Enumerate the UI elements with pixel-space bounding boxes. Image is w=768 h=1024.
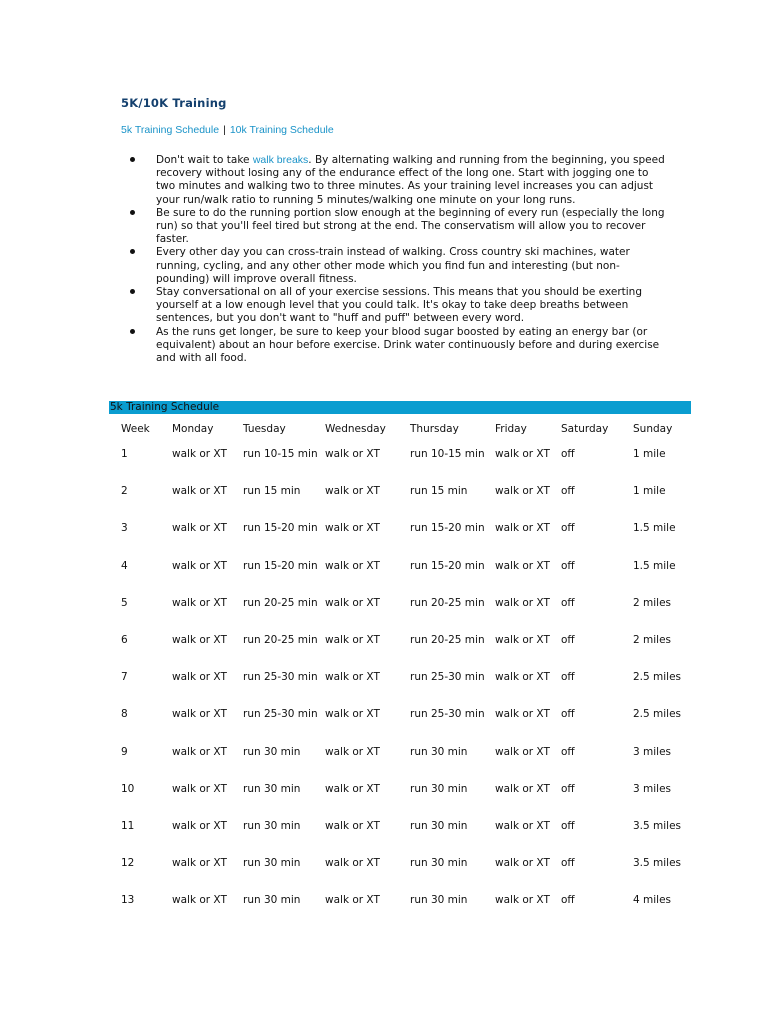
sunday-cell: 2 miles	[633, 633, 672, 646]
tip-item	[130, 207, 670, 247]
wednesday-cell: walk or XT	[325, 819, 380, 832]
walk-breaks-link[interactable]: walk breaks	[252, 154, 309, 166]
week-cell: 5	[121, 596, 128, 609]
tuesday-cell: run 20-25 min	[243, 633, 318, 646]
link-5k-schedule[interactable]: 5k Training Schedule	[121, 124, 220, 136]
column-header: Wednesday	[325, 423, 386, 435]
thursday-cell: run 30 min	[410, 894, 468, 907]
saturday-cell: off	[561, 448, 575, 460]
friday-cell: walk or XT	[495, 596, 550, 609]
saturday-cell: off	[561, 671, 575, 684]
week-cell: 13	[121, 894, 135, 907]
week-cell: 3	[121, 522, 128, 535]
table-row	[115, 447, 693, 484]
friday-cell: walk or XT	[495, 448, 550, 460]
saturday-cell: off	[561, 745, 575, 758]
monday-cell: walk or XT	[172, 448, 227, 460]
bullet-icon	[130, 329, 135, 334]
tuesday-cell: run 30 min	[243, 819, 301, 832]
tuesday-cell: run 25-30 min	[243, 708, 318, 721]
page-title: 5K/10K Training	[121, 96, 227, 110]
table-row	[115, 559, 693, 596]
link-separator: |	[223, 124, 226, 136]
bullet-icon	[130, 210, 135, 215]
week-cell: 11	[121, 819, 135, 832]
sunday-cell: 2 miles	[633, 596, 672, 609]
tuesday-cell: run 10-15 min	[243, 448, 318, 460]
tuesday-cell: run 20-25 min	[243, 596, 318, 609]
column-header: Tuesday	[243, 423, 286, 435]
week-cell: 10	[121, 782, 135, 795]
sunday-cell: 1.5 mile	[633, 559, 676, 572]
sunday-cell: 2.5 miles	[633, 708, 682, 721]
tuesday-cell: run 30 min	[243, 894, 301, 907]
saturday-cell: off	[561, 559, 575, 572]
tuesday-cell: run 30 min	[243, 782, 301, 795]
table-row	[115, 596, 693, 633]
friday-cell: walk or XT	[495, 708, 550, 721]
table-row	[115, 745, 693, 782]
tuesday-cell: run 15-20 min	[243, 559, 318, 572]
monday-cell: walk or XT	[172, 857, 227, 870]
column-header: Sunday	[633, 423, 673, 435]
monday-cell: walk or XT	[172, 559, 227, 572]
week-cell: 1	[121, 448, 128, 460]
friday-cell: walk or XT	[495, 671, 550, 684]
sunday-cell: 1.5 mile	[633, 522, 676, 535]
wednesday-cell: walk or XT	[325, 485, 380, 498]
bullet-icon	[130, 157, 135, 162]
saturday-cell: off	[561, 782, 575, 795]
column-header: Saturday	[561, 423, 609, 435]
sunday-cell: 3.5 miles	[633, 819, 682, 832]
week-cell: 2	[121, 485, 128, 498]
wednesday-cell: walk or XT	[325, 522, 380, 535]
table-row	[115, 819, 693, 856]
friday-cell: walk or XT	[495, 559, 550, 572]
link-10k-schedule[interactable]: 10k Training Schedule	[229, 124, 334, 136]
monday-cell: walk or XT	[172, 633, 227, 646]
tip-item	[130, 154, 670, 207]
table-row	[115, 707, 693, 744]
tuesday-cell: run 30 min	[243, 745, 301, 758]
schedule-heading-bar: 5k Training Schedule	[109, 401, 691, 414]
tip-text: Don't wait to take	[156, 154, 253, 166]
thursday-cell: run 15-20 min	[410, 522, 485, 535]
monday-cell: walk or XT	[172, 522, 227, 535]
sunday-cell: 2.5 miles	[633, 671, 682, 684]
wednesday-cell: walk or XT	[325, 671, 380, 684]
sunday-cell: 1 mile	[633, 448, 666, 460]
table-header-row	[115, 418, 693, 447]
bullet-icon	[130, 289, 135, 294]
tuesday-cell: run 30 min	[243, 857, 301, 870]
monday-cell: walk or XT	[172, 819, 227, 832]
wednesday-cell: walk or XT	[325, 596, 380, 609]
saturday-cell: off	[561, 894, 575, 907]
tuesday-cell: run 25-30 min	[243, 671, 318, 684]
thursday-cell: run 15-20 min	[410, 559, 485, 572]
table-row	[115, 521, 693, 558]
tip-text: Stay conversational on all of your exercise sessions. This means that you should be exerting yourself at a low enough level that you could talk. It's okay to take deep breaths between sentences, but you don't want to "huff and puff" between every word.	[156, 286, 642, 325]
thursday-cell: run 20-25 min	[410, 596, 485, 609]
column-header: Week	[121, 423, 150, 435]
training-tips-list	[130, 154, 670, 365]
friday-cell: walk or XT	[495, 894, 550, 907]
week-cell: 6	[121, 633, 128, 646]
column-header: Monday	[172, 423, 214, 435]
week-cell: 12	[121, 857, 135, 870]
friday-cell: walk or XT	[495, 782, 550, 795]
table-row	[115, 856, 693, 893]
friday-cell: walk or XT	[495, 857, 550, 870]
table-row	[115, 484, 693, 521]
sunday-cell: 3.5 miles	[633, 857, 682, 870]
thursday-cell: run 30 min	[410, 819, 468, 832]
saturday-cell: off	[561, 485, 575, 498]
thursday-cell: run 20-25 min	[410, 633, 485, 646]
sunday-cell: 4 miles	[633, 894, 672, 907]
sunday-cell: 3 miles	[633, 782, 672, 795]
table-body	[115, 447, 693, 930]
monday-cell: walk or XT	[172, 671, 227, 684]
tip-item	[130, 246, 670, 286]
friday-cell: walk or XT	[495, 633, 550, 646]
week-cell: 4	[121, 559, 128, 572]
thursday-cell: run 10-15 min	[410, 448, 485, 460]
schedule-links	[121, 124, 334, 136]
table-row	[115, 893, 693, 930]
tuesday-cell: run 15 min	[243, 485, 301, 498]
thursday-cell: run 15 min	[410, 485, 468, 498]
table-row	[115, 670, 693, 707]
monday-cell: walk or XT	[172, 745, 227, 758]
wednesday-cell: walk or XT	[325, 633, 380, 646]
tip-text: . By alternating walking and running from the beginning, you speed recovery without losing any of the endurance effect of the long one. Start with jogging one to two minutes and walking two to three minutes. As your training level increases you can adjust your run/walk ratio to running 5 minutes/walking one minute on your long runs.	[156, 154, 665, 206]
tuesday-cell: run 15-20 min	[243, 522, 318, 535]
saturday-cell: off	[561, 708, 575, 721]
friday-cell: walk or XT	[495, 522, 550, 535]
sunday-cell: 1 mile	[633, 485, 666, 498]
friday-cell: walk or XT	[495, 485, 550, 498]
friday-cell: walk or XT	[495, 745, 550, 758]
saturday-cell: off	[561, 819, 575, 832]
wednesday-cell: walk or XT	[325, 559, 380, 572]
monday-cell: walk or XT	[172, 596, 227, 609]
table-row	[115, 782, 693, 819]
thursday-cell: run 30 min	[410, 857, 468, 870]
wednesday-cell: walk or XT	[325, 857, 380, 870]
week-cell: 8	[121, 708, 128, 721]
wednesday-cell: walk or XT	[325, 894, 380, 907]
thursday-cell: run 30 min	[410, 782, 468, 795]
wednesday-cell: walk or XT	[325, 782, 380, 795]
tip-item	[130, 286, 670, 326]
table-row	[115, 633, 693, 670]
tip-item	[130, 326, 670, 366]
column-header: Friday	[495, 423, 527, 435]
monday-cell: walk or XT	[172, 894, 227, 907]
training-schedule-table	[115, 418, 693, 930]
saturday-cell: off	[561, 857, 575, 870]
thursday-cell: run 25-30 min	[410, 671, 485, 684]
monday-cell: walk or XT	[172, 708, 227, 721]
wednesday-cell: walk or XT	[325, 745, 380, 758]
bullet-icon	[130, 249, 135, 254]
tip-text: Be sure to do the running portion slow enough at the beginning of every run (especially the long run) so that you'll feel tired but strong at the end. The conservatism will allow you to recover faster.	[156, 206, 665, 246]
monday-cell: walk or XT	[172, 485, 227, 498]
week-cell: 7	[121, 671, 128, 684]
wednesday-cell: walk or XT	[325, 708, 380, 721]
tip-text: Every other day you can cross-train instead of walking. Cross country ski machines, water running, cycling, and any other other mode which you find fun and interesting (but non-pounding) will improve overall fitness.	[156, 246, 630, 285]
friday-cell: walk or XT	[495, 819, 550, 832]
week-cell: 9	[121, 745, 128, 758]
saturday-cell: off	[561, 633, 575, 646]
thursday-cell: run 25-30 min	[410, 708, 485, 721]
tip-text: As the runs get longer, be sure to keep your blood sugar boosted by eating an energy bar (or equivalent) about an hour before exercise. Drink water continuously before and during exercise and with all food.	[156, 325, 660, 365]
sunday-cell: 3 miles	[633, 745, 672, 758]
saturday-cell: off	[561, 522, 575, 535]
wednesday-cell: walk or XT	[325, 448, 380, 460]
thursday-cell: run 30 min	[410, 745, 468, 758]
saturday-cell: off	[561, 596, 575, 609]
monday-cell: walk or XT	[172, 782, 227, 795]
column-header: Thursday	[410, 423, 459, 435]
